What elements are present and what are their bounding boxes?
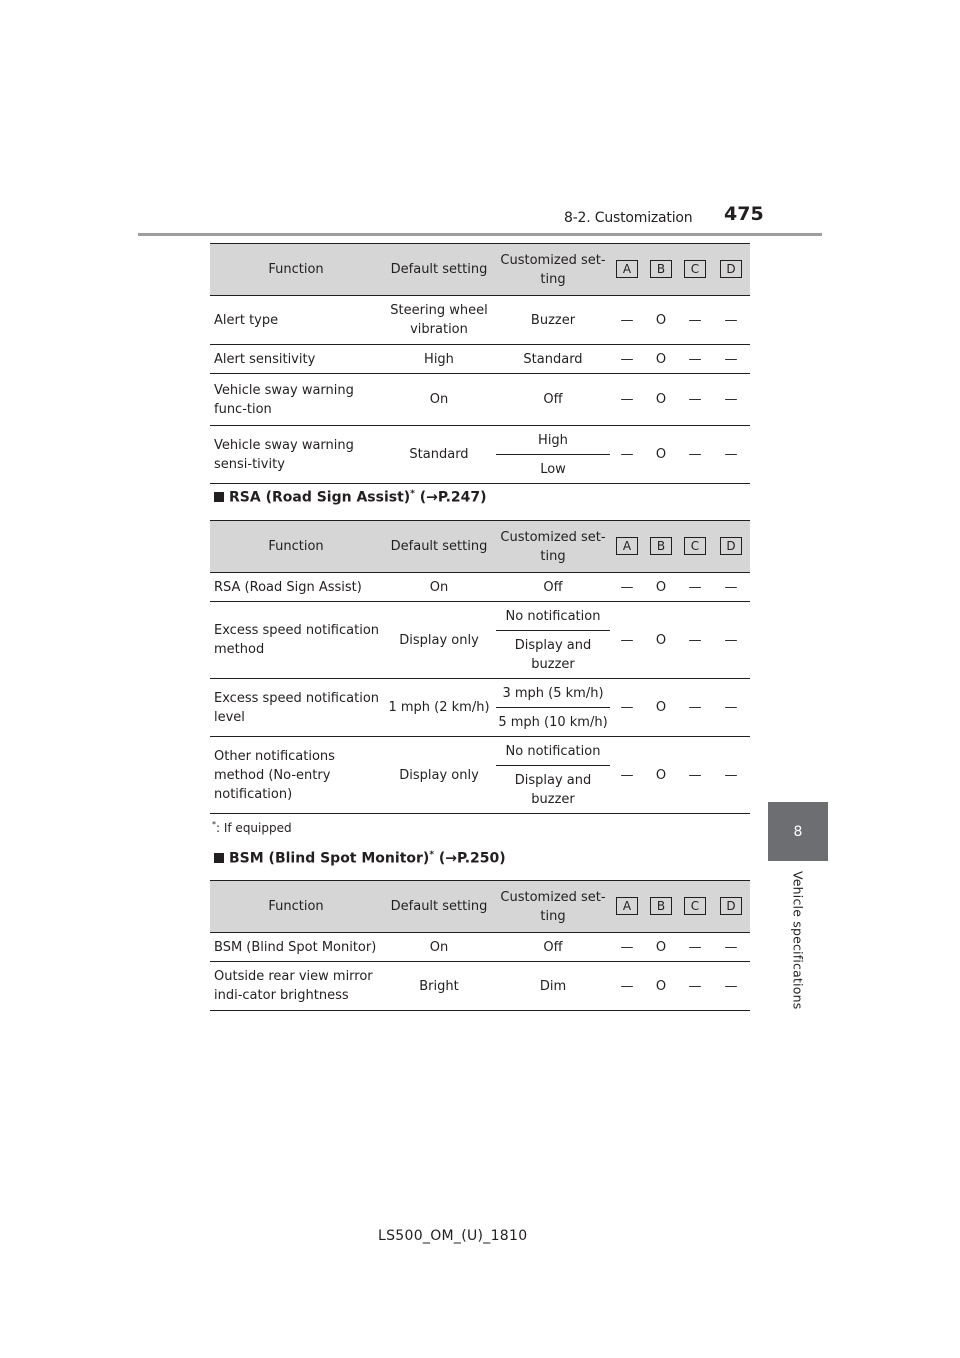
mark-a: — — [610, 573, 644, 602]
letter-a: A — [616, 260, 638, 278]
chapter-label — [788, 871, 808, 1011]
row-default: Display only — [382, 737, 496, 814]
mark-a: — — [610, 962, 644, 1011]
page-reference-link[interactable]: (→P.250) — [438, 850, 506, 867]
section-heading-text: RSA (Road Sign Assist) — [229, 489, 411, 506]
row-function: Alert sensitivity — [210, 345, 382, 374]
mark-c: — — [678, 962, 712, 1011]
row-custom: Display and buzzer — [496, 631, 610, 679]
table-row — [210, 679, 750, 708]
row-custom: Display and buzzer — [496, 766, 610, 814]
mark-b: O — [644, 426, 678, 484]
row-custom: No notification — [496, 602, 610, 631]
letter-c: C — [684, 897, 706, 915]
mark-c: — — [678, 933, 712, 962]
section-heading-text: BSM (Blind Spot Monitor) — [229, 850, 430, 867]
row-function: Excess speed notification method — [210, 602, 382, 679]
rsa-table — [210, 520, 750, 814]
letter-a: A — [616, 537, 638, 555]
section-title: 8-2. Customization — [564, 210, 693, 226]
row-default: On — [382, 374, 496, 426]
row-custom: Off — [496, 573, 610, 602]
mark-d: — — [712, 426, 750, 484]
mark-d: — — [712, 962, 750, 1011]
mark-b: O — [644, 345, 678, 374]
footnote-star: * — [429, 850, 435, 860]
mark-b: O — [644, 962, 678, 1011]
table-row — [210, 962, 750, 1011]
square-bullet-icon — [214, 492, 224, 502]
letter-d: D — [720, 897, 742, 915]
mark-d: — — [712, 374, 750, 426]
mark-d: — — [712, 345, 750, 374]
mark-b: O — [644, 573, 678, 602]
row-custom: No notification — [496, 737, 610, 766]
mark-b: O — [644, 296, 678, 345]
header-default: Default setting — [382, 521, 496, 573]
section-heading-rsa — [214, 489, 487, 506]
header-function: Function — [210, 521, 382, 573]
row-default: Standard — [382, 426, 496, 484]
header-customized: Customized set-ting — [496, 521, 610, 573]
row-default: 1 mph (2 km/h) — [382, 679, 496, 737]
mark-d: — — [712, 573, 750, 602]
letter-b: B — [650, 260, 672, 278]
letter-c: C — [684, 260, 706, 278]
chapter-title: Vehicle specifications — [790, 871, 806, 1010]
table-header-row — [210, 521, 750, 573]
letter-b: B — [650, 897, 672, 915]
row-function: Outside rear view mirror indi-cator brightness — [210, 962, 382, 1011]
mark-a: — — [610, 296, 644, 345]
mark-a: — — [610, 679, 644, 737]
mark-c: — — [678, 296, 712, 345]
page-reference-link[interactable]: (→P.247) — [419, 489, 487, 506]
row-custom: High — [496, 426, 610, 455]
chapter-tab[interactable] — [768, 802, 828, 861]
row-custom: Dim — [496, 962, 610, 1011]
footnote-text: : If equipped — [216, 821, 292, 835]
row-function: Vehicle sway warning sensi-tivity — [210, 426, 382, 484]
row-custom: Standard — [496, 345, 610, 374]
mark-d: — — [712, 602, 750, 679]
header-function: Function — [210, 881, 382, 933]
mark-a: — — [610, 374, 644, 426]
header-rule — [138, 233, 822, 236]
row-custom: Off — [496, 933, 610, 962]
mark-a: — — [610, 345, 644, 374]
header-customized: Customized set-ting — [496, 244, 610, 296]
table-row — [210, 426, 750, 455]
row-default: High — [382, 345, 496, 374]
row-custom: 3 mph (5 km/h) — [496, 679, 610, 708]
table-row — [210, 296, 750, 345]
mark-d: — — [712, 296, 750, 345]
mark-c: — — [678, 573, 712, 602]
mark-b: O — [644, 737, 678, 814]
chapter-number: 8 — [793, 823, 803, 840]
row-function: Excess speed notification level — [210, 679, 382, 737]
footnote-star: * — [410, 489, 415, 499]
row-function: BSM (Blind Spot Monitor) — [210, 933, 382, 962]
mark-c: — — [678, 426, 712, 484]
mark-c: — — [678, 602, 712, 679]
letter-c: C — [684, 537, 706, 555]
row-default: Steering wheel vibration — [382, 296, 496, 345]
table-row — [210, 602, 750, 631]
mark-c: — — [678, 374, 712, 426]
row-function: RSA (Road Sign Assist) — [210, 573, 382, 602]
header-default: Default setting — [382, 881, 496, 933]
row-default: On — [382, 573, 496, 602]
row-custom: 5 mph (10 km/h) — [496, 708, 610, 737]
page-number: 475 — [724, 203, 764, 225]
lane-departure-table — [210, 243, 750, 484]
mark-b: O — [644, 933, 678, 962]
header-default: Default setting — [382, 244, 496, 296]
table-header-row — [210, 881, 750, 933]
row-custom: Off — [496, 374, 610, 426]
letter-d: D — [720, 260, 742, 278]
letter-d: D — [720, 537, 742, 555]
mark-a: — — [610, 426, 644, 484]
table-row — [210, 374, 750, 426]
table-row — [210, 737, 750, 766]
mark-c: — — [678, 737, 712, 814]
mark-b: O — [644, 679, 678, 737]
table-header-row — [210, 244, 750, 296]
mark-a: — — [610, 737, 644, 814]
document-code: LS500_OM_(U)_1810 — [378, 1228, 528, 1244]
mark-b: O — [644, 374, 678, 426]
mark-d: — — [712, 737, 750, 814]
header-customized: Customized set-ting — [496, 881, 610, 933]
square-bullet-icon — [214, 853, 224, 863]
mark-d: — — [712, 933, 750, 962]
row-default: On — [382, 933, 496, 962]
mark-a: — — [610, 602, 644, 679]
footnote-star: * — [212, 820, 216, 829]
mark-c: — — [678, 679, 712, 737]
letter-b: B — [650, 537, 672, 555]
table-row — [210, 345, 750, 374]
table-row — [210, 933, 750, 962]
row-default: Bright — [382, 962, 496, 1011]
mark-b: O — [644, 602, 678, 679]
footnote — [212, 820, 292, 835]
mark-d: — — [712, 679, 750, 737]
letter-a: A — [616, 897, 638, 915]
table-row — [210, 573, 750, 602]
row-function: Alert type — [210, 296, 382, 345]
row-custom: Low — [496, 455, 610, 484]
mark-a: — — [610, 933, 644, 962]
row-custom: Buzzer — [496, 296, 610, 345]
row-default: Display only — [382, 602, 496, 679]
row-function: Other notifications method (No-entry notification) — [210, 737, 382, 814]
section-heading-bsm — [214, 850, 506, 867]
mark-c: — — [678, 345, 712, 374]
row-function: Vehicle sway warning func-tion — [210, 374, 382, 426]
bsm-table — [210, 880, 750, 1011]
header-function: Function — [210, 244, 382, 296]
